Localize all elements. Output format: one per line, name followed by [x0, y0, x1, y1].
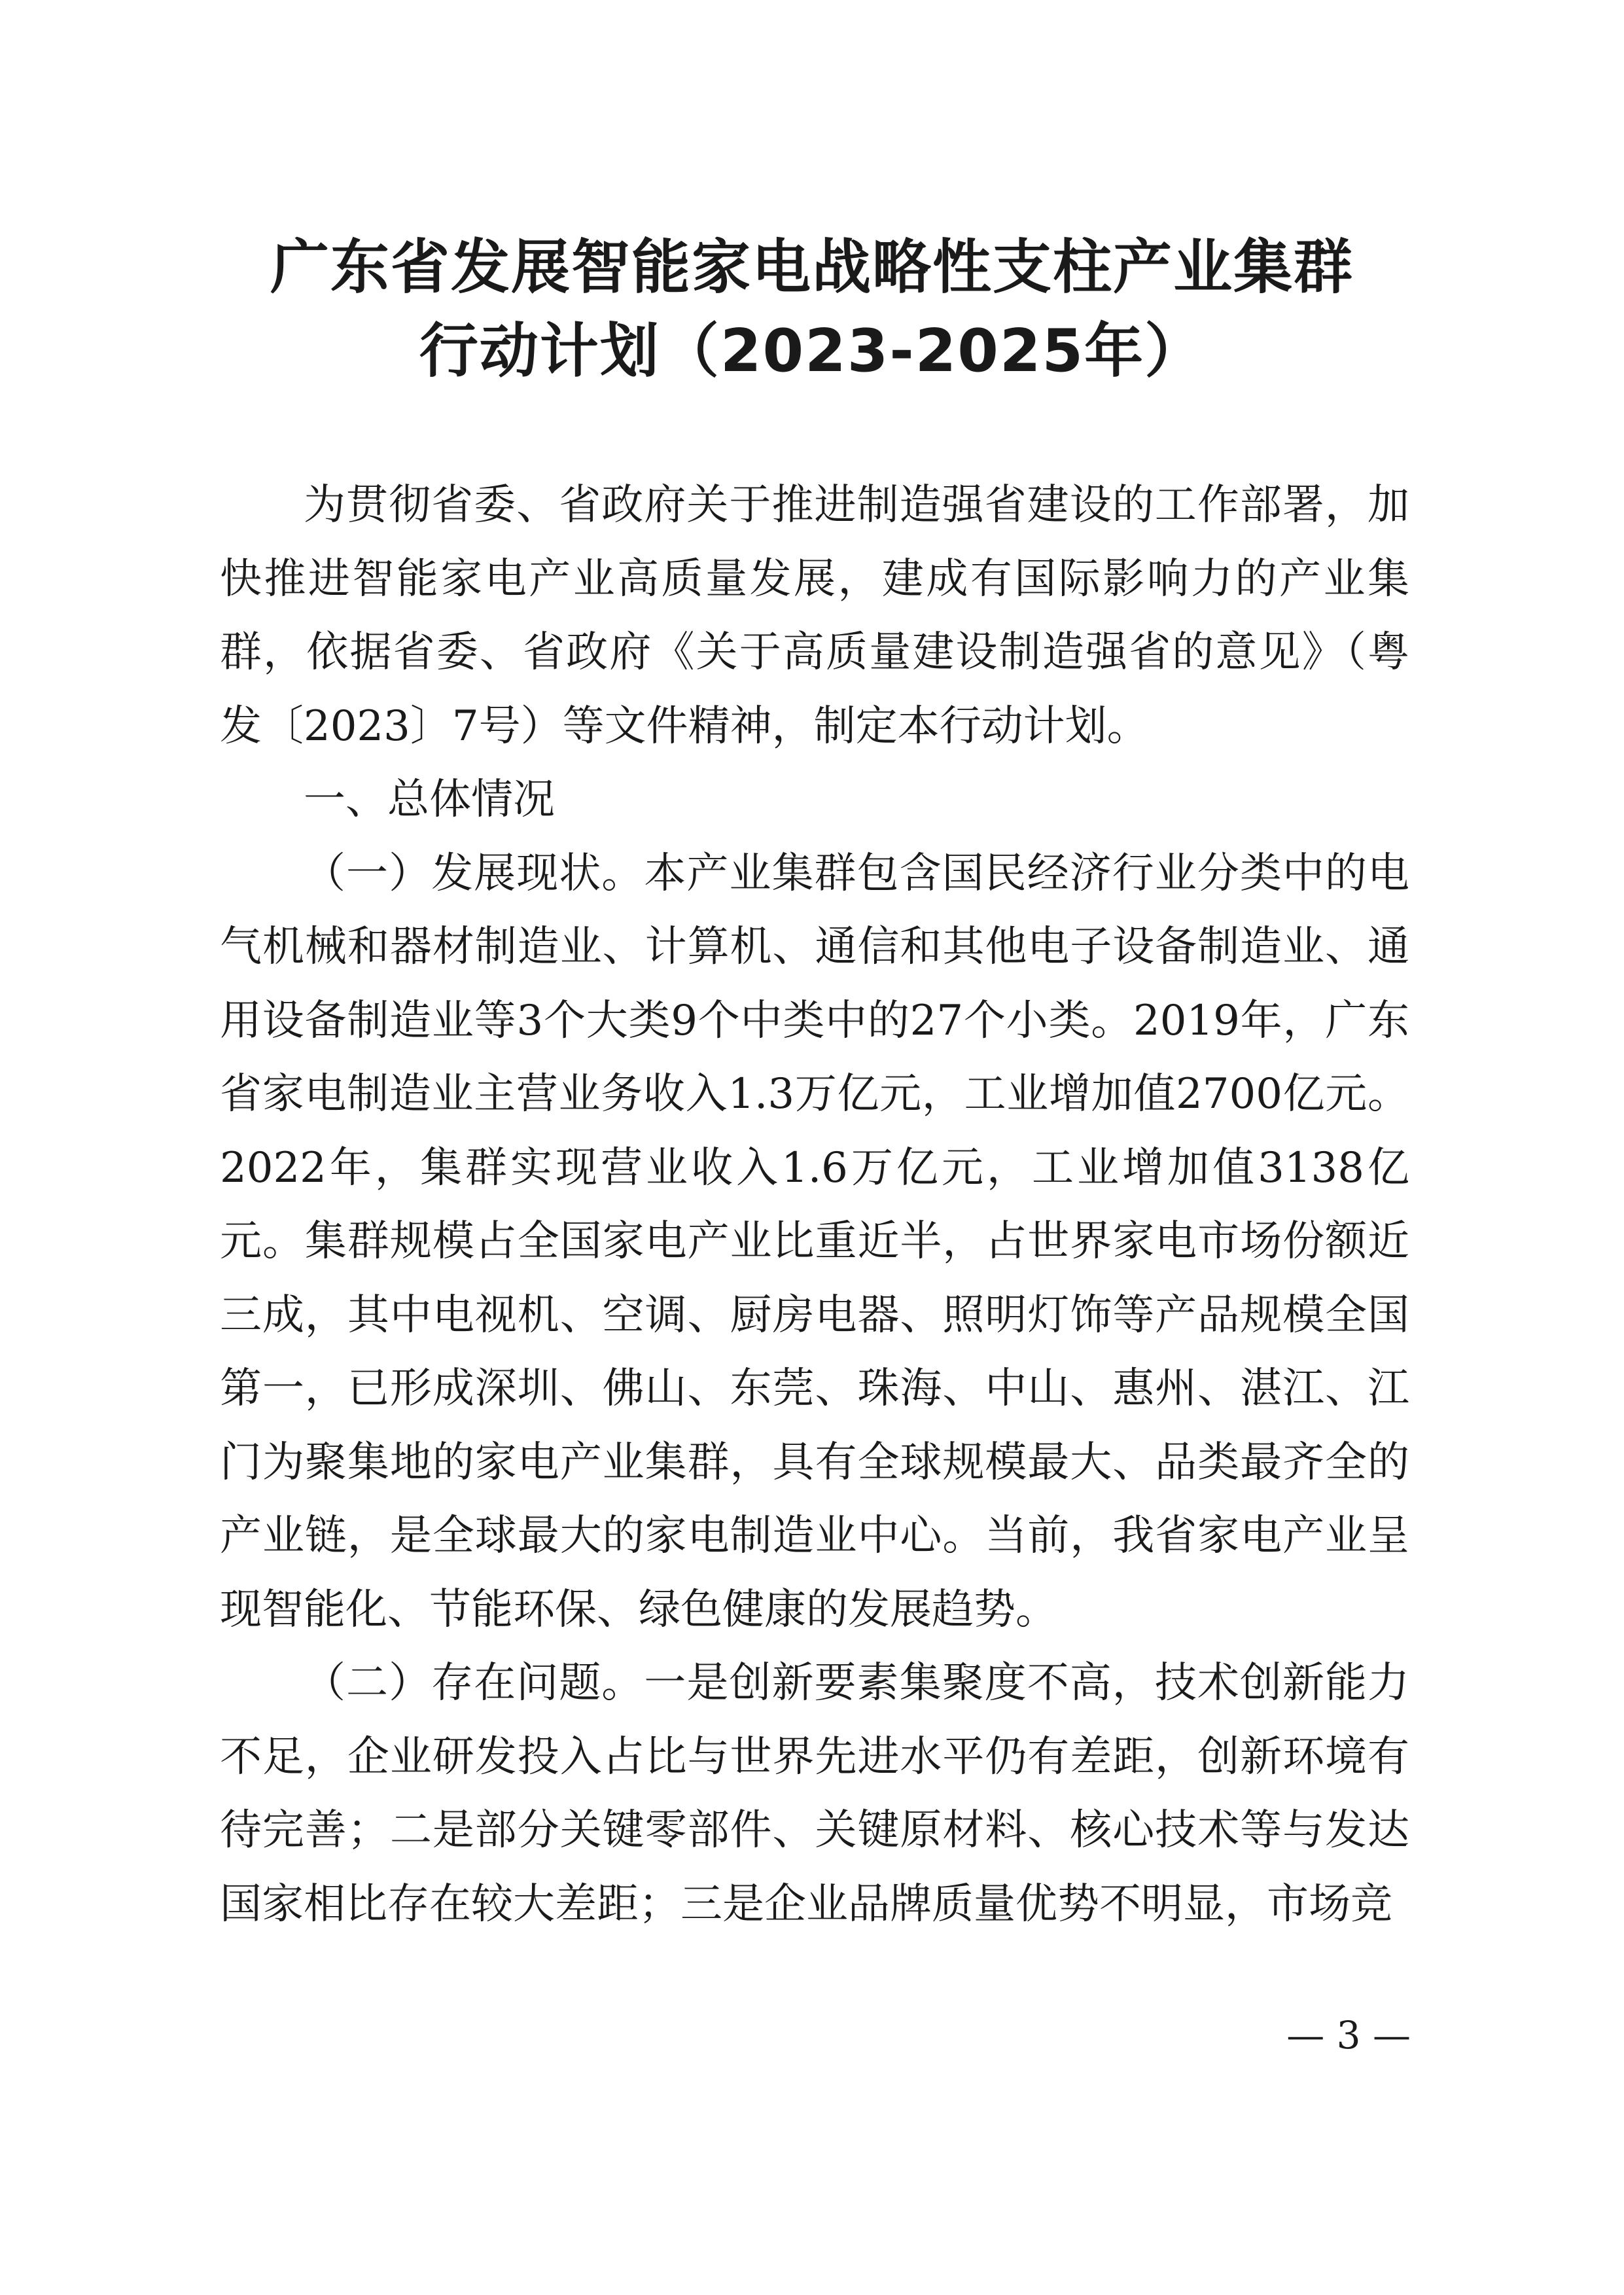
title-line-2: 行动计划（2023-2025年） — [419, 317, 1205, 385]
subsection-label-problems: （二）存在问题。 — [304, 1659, 644, 1707]
section-heading-overview: 一、总体情况 — [304, 775, 555, 824]
problem-marker-3: 三是 — [680, 1879, 764, 1929]
intro-paragraph: 为贯彻省委、省政府关于推进制造强省建设的工作部署，加快推进智能家电产业高质量发展，建成有国际影响力的产业集群，依据省委、省政府《关于高质量建设制造强省的意见》（粤发〔2023〕7号）等文件精神，制定本行动计划。 — [220, 481, 1409, 751]
problem-text-3: 企业品牌质量优势不明显，市场竞 — [764, 1879, 1392, 1929]
problem-text-2: 部分关键零部件、关键原材料、核心技术等与发达国家相比存在较大差距； — [220, 1806, 1410, 1929]
subsection-label-status: （一）发展现状。 — [304, 849, 644, 898]
page-number: — 3 — — [1286, 2013, 1411, 2057]
problem-marker-1: 一是 — [644, 1659, 730, 1707]
problem-text-1: 创新要素集聚度不高，技术创新能力不足，企业研发投入占比与世界先进水平仍有差距，创新环境有待完善； — [220, 1659, 1410, 1855]
subsection-text-status: 本产业集群包含国民经济行业分类中的电气机械和器材制造业、计算机、通信和其他电子设备制造业、通用设备制造业等3个大类9个中类中的27个小类。2019年，广东省家电制造业主营业务收入1.3万亿元，工业增加值2700亿元。2022年，集群实现营业收入1.6万亿元，工业增加值3138亿元。集群规模占全国家电产业比重近半，占世界家电市场份额近三成，其中电视机、空调、厨房电器、照明灯饰等产品规模全国第一，已形成深圳、佛山、东莞、珠海、中山、惠州、湛江、江门为聚集地的家电产业集群，具有全球规模最大、品类最齐全的产业链，是全球最大的家电制造业中心。当前，我省家电产业呈现智能化、节能环保、绿色健康的发展趋势。 — [220, 849, 1410, 1634]
document-title — [0, 226, 1624, 393]
document-body — [220, 469, 1409, 1941]
title-line-1: 广东省发展智能家电战略性支柱产业集群 — [270, 233, 1354, 302]
problem-marker-2: 二是 — [389, 1806, 475, 1855]
paragraph-existing-problems — [220, 1646, 1409, 1941]
paragraph-development-status — [220, 837, 1409, 1647]
